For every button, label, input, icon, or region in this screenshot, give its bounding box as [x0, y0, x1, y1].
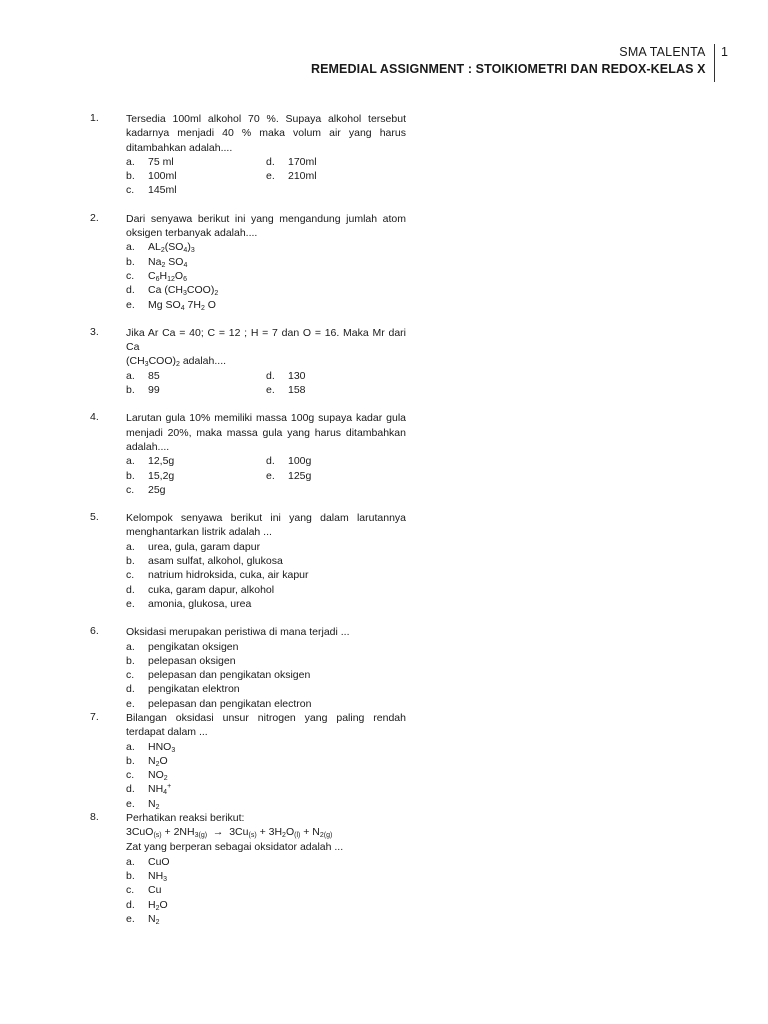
- question-6: [90, 625, 406, 711]
- option-text: 130: [288, 369, 306, 382]
- option-letter: a.: [126, 540, 135, 553]
- option-d: [126, 682, 406, 696]
- header-text: [311, 44, 714, 82]
- option-letter: e.: [126, 697, 135, 710]
- option-text: 12,5g: [148, 455, 175, 468]
- option-c: [126, 768, 406, 782]
- option-b: [126, 383, 266, 397]
- option-a: [126, 740, 406, 754]
- option-letter: d.: [126, 898, 135, 911]
- option-letter: d.: [126, 683, 135, 696]
- option-letter: a.: [126, 740, 135, 753]
- option-text: urea, gula, garam dapur: [148, 540, 261, 553]
- option-letter: c.: [126, 184, 135, 197]
- option-text: cuka, garam dapur, alkohol: [148, 583, 275, 596]
- option-text: 145ml: [148, 184, 177, 197]
- option-text: 25g: [148, 483, 166, 496]
- option-a: [126, 155, 266, 169]
- option-letter: a.: [126, 855, 135, 868]
- options: [126, 155, 406, 198]
- option-text: 75 ml: [148, 155, 174, 168]
- option-letter: a.: [126, 155, 135, 168]
- question-number: 5.: [90, 511, 99, 524]
- options: [126, 454, 406, 497]
- page-number: 1: [721, 45, 728, 59]
- option-c: [126, 183, 266, 197]
- reaction-equation: $3CuO_{(s)} + 2NH_{3(g)} \to 3Cu_{(s)} + 3H_2O_{(l)} + N_{2(g)}$: [126, 826, 333, 840]
- option-text: pelepasan dan pengikatan electron: [148, 697, 312, 710]
- question-number: 7.: [90, 710, 99, 723]
- option-b: [126, 554, 406, 568]
- option-text: Ca $(CH_3COO)_2$: [148, 284, 219, 298]
- option-b: [126, 255, 406, 269]
- options: [126, 855, 406, 926]
- option-text: Cu: [148, 884, 162, 897]
- option-letter: d.: [266, 155, 275, 168]
- option-text: $C_6H_{12}O_6$: [148, 269, 187, 283]
- option-letter: b.: [126, 384, 135, 397]
- option-letter: a.: [126, 455, 135, 468]
- question-3: [90, 326, 406, 397]
- option-text: pelepasan oksigen: [148, 654, 236, 667]
- option-e: [126, 797, 406, 811]
- question-text: Oksidasi merupakan peristiwa di mana terjadi ...: [126, 626, 350, 639]
- question-number: 3.: [90, 325, 99, 338]
- question-text: Bilangan oksidasi unsur nitrogen yang paling rendah terdapat dalam ...: [126, 711, 406, 739]
- option-letter: b.: [126, 869, 135, 882]
- option-a: [126, 640, 406, 654]
- question-number: 8.: [90, 811, 99, 824]
- option-d: [126, 583, 406, 597]
- option-b: [126, 869, 406, 883]
- question-number: 2.: [90, 211, 99, 224]
- option-text: $N_2$: [148, 912, 160, 926]
- option-d: [126, 782, 406, 796]
- option-e: [266, 169, 406, 183]
- option-letter: d.: [126, 783, 135, 796]
- option-letter: b.: [126, 654, 135, 667]
- option-text: $N_2O$: [148, 754, 168, 768]
- formula: $(CH_3COO)_2$: [126, 355, 180, 369]
- option-text: asam sulfat, alkohol, glukosa: [148, 555, 283, 568]
- question-number: 4.: [90, 411, 99, 424]
- option-c: [126, 883, 406, 897]
- option-d: [266, 454, 406, 468]
- option-c: [126, 568, 406, 582]
- option-letter: c.: [126, 669, 135, 682]
- option-text: 158: [288, 384, 306, 397]
- option-text: CuO: [148, 855, 170, 868]
- option-letter: d.: [126, 583, 135, 596]
- question-text: Tersedia 100ml alkohol 70 %. Supaya alkohol tersebut kadarnya menjadi 40 % maka volum air yang harus ditambahkan adalah....: [126, 113, 406, 154]
- question-list: [90, 112, 406, 926]
- options: [126, 640, 406, 711]
- option-b: [126, 754, 406, 768]
- option-text: pengikatan elektron: [148, 683, 240, 696]
- page-header: [311, 44, 728, 82]
- options: [126, 240, 406, 311]
- option-letter: c.: [126, 483, 135, 496]
- option-letter: e.: [266, 384, 275, 397]
- option-text: 170ml: [288, 155, 317, 168]
- option-letter: a.: [126, 241, 135, 254]
- option-letter: e.: [266, 469, 275, 482]
- option-e: [126, 697, 406, 711]
- options: [126, 369, 406, 398]
- option-e: [126, 597, 406, 611]
- option-d: [126, 898, 406, 912]
- option-c: [126, 668, 406, 682]
- option-text: $N_2$: [148, 797, 160, 811]
- option-letter: d.: [126, 284, 135, 297]
- option-text: $HNO_3$: [148, 740, 176, 754]
- option-a: [126, 369, 266, 383]
- document-title: REMEDIAL ASSIGNMENT : STOIKIOMETRI DAN REDOX-KELAS X: [310, 62, 706, 76]
- question-text-line1: Jika Ar Ca = 40; C = 12 ; H = 7 dan O = 16. Maka Mr dari Ca: [126, 326, 406, 354]
- option-letter: c.: [126, 269, 135, 282]
- option-a: [126, 540, 406, 554]
- question-text-line2: adalah....: [179, 355, 227, 368]
- option-letter: e.: [126, 298, 135, 311]
- option-d: [126, 283, 406, 297]
- option-text: 210ml: [288, 170, 317, 183]
- question-text: Kelompok senyawa berikut ini yang dalam larutannya menghantarkan listrik adalah ...: [126, 512, 406, 539]
- option-letter: b.: [126, 469, 135, 482]
- question-2: [90, 212, 406, 312]
- option-d: [266, 369, 406, 383]
- option-text: $Na_2$ $SO_4$: [148, 255, 188, 269]
- option-letter: b.: [126, 555, 135, 568]
- option-a: [126, 454, 266, 468]
- option-letter: e.: [126, 597, 135, 610]
- question-7: [90, 711, 406, 811]
- option-text: Mg $SO_4$ $7H_2$ O: [148, 298, 216, 312]
- question-text: Perhatikan reaksi berikut:: [126, 812, 245, 825]
- option-e: [126, 298, 406, 312]
- option-text: 100g: [288, 455, 312, 468]
- question-text: Larutan gula 10% memiliki massa 100g supaya kadar gula menjadi 20%, maka massa gula yang harus ditambahkan adalah....: [126, 412, 406, 453]
- option-letter: e.: [266, 170, 275, 183]
- question-1: [90, 112, 406, 198]
- option-letter: e.: [126, 912, 135, 925]
- option-a: [126, 240, 406, 254]
- option-text: $NH_3$: [148, 869, 168, 883]
- option-text: 85: [148, 369, 160, 382]
- option-letter: b.: [126, 255, 135, 268]
- option-text: 15,2g: [148, 469, 175, 482]
- option-d: [266, 155, 406, 169]
- question-4: [90, 411, 406, 497]
- option-c: [126, 483, 266, 497]
- option-e: [126, 912, 406, 926]
- option-text: amonia, glukosa, urea: [148, 597, 252, 610]
- option-text: 125g: [288, 469, 312, 482]
- option-letter: d.: [266, 369, 275, 382]
- option-e: [266, 383, 406, 397]
- option-letter: d.: [266, 455, 275, 468]
- option-text: $AL_2(SO_4)_3$: [148, 241, 195, 255]
- school-name: SMA TALENTA: [619, 45, 706, 59]
- option-b: [126, 169, 266, 183]
- option-letter: a.: [126, 640, 135, 653]
- option-text: pengikatan oksigen: [148, 640, 239, 653]
- options: [126, 740, 406, 811]
- option-text: 100ml: [148, 170, 177, 183]
- question-5: [90, 511, 406, 611]
- option-letter: a.: [126, 369, 135, 382]
- question-text-2: Zat yang berperan sebagai oksidator adalah ...: [126, 841, 344, 854]
- option-text: natrium hidroksida, cuka, air kapur: [148, 569, 309, 582]
- option-letter: c.: [126, 569, 135, 582]
- option-e: [266, 469, 406, 483]
- option-text: $NO_2$: [148, 769, 168, 783]
- question-number: 6.: [90, 625, 99, 638]
- option-a: [126, 855, 406, 869]
- option-letter: b.: [126, 754, 135, 767]
- question-number: 1.: [90, 112, 99, 124]
- option-b: [126, 654, 406, 668]
- option-letter: b.: [126, 170, 135, 183]
- option-text: 99: [148, 384, 160, 397]
- option-letter: e.: [126, 797, 135, 810]
- option-text: $H_2O$: [148, 898, 168, 912]
- question-text: Dari senyawa berikut ini yang mengandung jumlah atom oksigen terbanyak adalah....: [126, 212, 406, 240]
- question-text: [126, 326, 406, 369]
- option-text: pelepasan dan pengikatan oksigen: [148, 669, 311, 682]
- option-b: [126, 469, 266, 483]
- option-letter: c.: [126, 769, 135, 782]
- question-8: [90, 811, 406, 926]
- options: [126, 540, 406, 611]
- option-text: $NH_4^+$: [148, 783, 172, 797]
- option-c: [126, 269, 406, 283]
- option-letter: c.: [126, 884, 135, 897]
